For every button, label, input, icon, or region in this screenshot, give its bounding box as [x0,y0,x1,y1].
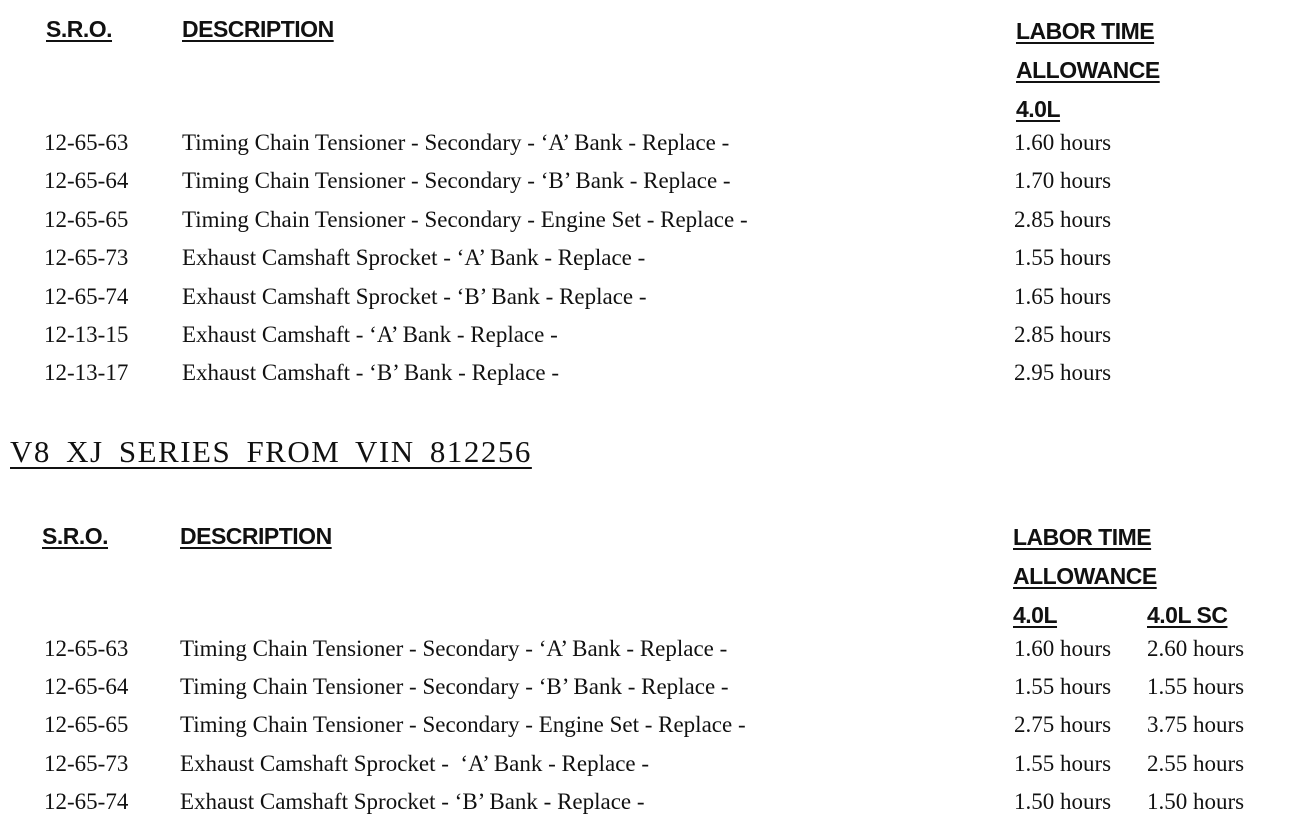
labor-time-4-0l: 2.95 hours [1014,360,1112,385]
table-row [0,168,1312,204]
table2-labor-header-line1: LABOR TIME [1013,524,1152,550]
labor-time-4-0l: 1.50 hours [1014,789,1112,814]
sro-code: 12-65-64 [44,674,129,699]
labor-time-4-0l-sc: 2.55 hours [1147,751,1245,776]
labor-time-4-0l: 1.55 hours [1014,245,1112,270]
table-row [0,284,1312,320]
labor-time-4-0l: 1.70 hours [1014,168,1112,193]
sro-code: 12-65-73 [44,751,129,776]
labor-time-4-0l-sc: 2.60 hours [1147,636,1245,661]
sro-code: 12-65-64 [44,168,129,193]
table-row [0,130,1312,166]
labor-time-4-0l-sc: 3.75 hours [1147,712,1245,737]
description: Exhaust Camshaft Sprocket - ‘A’ Bank - Replace - [182,245,646,270]
labor-time-4-0l: 2.75 hours [1014,712,1112,737]
description: Exhaust Camshaft - ‘A’ Bank - Replace - [182,322,558,347]
table2-description-header: DESCRIPTION [180,523,332,549]
table-row [0,360,1312,396]
labor-time-4-0l: 1.60 hours [1014,636,1112,661]
sro-code: 12-13-17 [44,360,129,385]
description: Timing Chain Tensioner - Secondary - ‘A’ Bank - Replace - [180,636,728,661]
table2-sro-header: S.R.O. [42,523,109,549]
section-title: V8 XJ SERIES FROM VIN 812256 [10,434,532,469]
table-row [0,751,1312,787]
description: Exhaust Camshaft - ‘B’ Bank - Replace - [182,360,560,385]
labor-time-4-0l: 1.55 hours [1014,674,1112,699]
sro-code: 12-13-15 [44,322,129,347]
labor-time-4-0l-sc: 1.50 hours [1147,789,1245,814]
description: Timing Chain Tensioner - Secondary - Engine Set - Replace - [180,712,746,737]
table2-engine-col2-header: 4.0L SC [1147,602,1228,628]
table-row [0,636,1312,672]
table1-engine-col1-header: 4.0L [1016,96,1061,122]
sro-code: 12-65-73 [44,245,129,270]
table1-labor-header-line2: ALLOWANCE [1016,57,1160,83]
description: Timing Chain Tensioner - Secondary - ‘A’ Bank - Replace - [182,130,730,155]
description: Timing Chain Tensioner - Secondary - ‘B’ Bank - Replace - [182,168,731,193]
table-row [0,245,1312,281]
table1-sro-header: S.R.O. [46,16,113,42]
description: Exhaust Camshaft Sprocket - ‘A’ Bank - Replace - [180,751,650,776]
sro-code: 12-65-74 [44,789,129,814]
labor-time-4-0l: 2.85 hours [1014,322,1112,347]
sro-code: 12-65-74 [44,284,129,309]
description: Timing Chain Tensioner - Secondary - Engine Set - Replace - [182,207,748,232]
table-row [0,712,1312,748]
labor-time-4-0l: 2.85 hours [1014,207,1112,232]
sro-code: 12-65-65 [44,207,129,232]
table-row [0,789,1312,825]
labor-time-4-0l: 1.60 hours [1014,130,1112,155]
sro-code: 12-65-63 [44,130,129,155]
table-row [0,322,1312,358]
labor-time-4-0l: 1.55 hours [1014,751,1112,776]
description: Timing Chain Tensioner - Secondary - ‘B’ Bank - Replace - [180,674,729,699]
description: Exhaust Camshaft Sprocket - ‘B’ Bank - Replace - [180,789,645,814]
description: Exhaust Camshaft Sprocket - ‘B’ Bank - Replace - [182,284,647,309]
table1-description-header: DESCRIPTION [182,16,334,42]
table2-labor-header-line2: ALLOWANCE [1013,563,1157,589]
table1-labor-header-line1: LABOR TIME [1016,18,1155,44]
sro-code: 12-65-65 [44,712,129,737]
table2-engine-col1-header: 4.0L [1013,602,1058,628]
table-row [0,674,1312,710]
table-row [0,207,1312,243]
sro-code: 12-65-63 [44,636,129,661]
labor-time-4-0l: 1.65 hours [1014,284,1112,309]
labor-time-4-0l-sc: 1.55 hours [1147,674,1245,699]
